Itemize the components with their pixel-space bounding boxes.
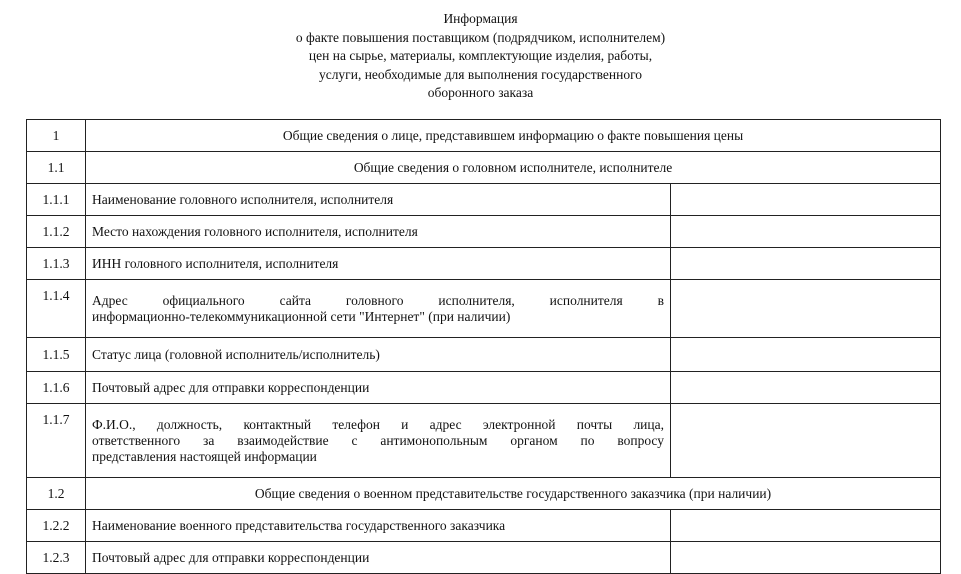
title-line: услуги, необходимые для выполнения государственного <box>318 66 643 82</box>
row-label: Статус лица (головной исполнитель/исполнитель) <box>86 338 671 372</box>
table-row <box>27 216 941 248</box>
row-label: Место нахождения головного исполнителя, исполнителя <box>86 216 671 248</box>
row-label-line: Ф.И.О., должность, контактный телефон и адрес электронной почты лица, <box>92 416 664 432</box>
row-label <box>86 404 671 478</box>
row-number: 1.2 <box>27 478 86 510</box>
row-label-line: Адрес официального сайта головного исполнителя, исполнителя в <box>92 292 664 308</box>
information-form-table <box>26 119 941 574</box>
row-number: 1.1.3 <box>27 248 86 280</box>
title-line: о факте повышения поставщиком (подрядчиком, исполнителем) <box>295 29 666 45</box>
value-cell[interactable] <box>671 510 941 542</box>
row-number: 1.1.1 <box>27 184 86 216</box>
row-label-line: ответственного за взаимодействие с антимонопольным органом по вопросу <box>92 432 664 448</box>
section-heading: Общие сведения о лице, представившем информацию о факте повышения цены <box>86 120 941 152</box>
table-row <box>27 280 941 338</box>
row-number: 1.1.2 <box>27 216 86 248</box>
row-label: ИНН головного исполнителя, исполнителя <box>86 248 671 280</box>
row-number: 1.1 <box>27 152 86 184</box>
row-number: 1 <box>27 120 86 152</box>
title-line: оборонного заказа <box>427 85 534 100</box>
row-number: 1.1.6 <box>27 372 86 404</box>
section-heading: Общие сведения о военном представительстве государственного заказчика (при наличии) <box>86 478 941 510</box>
value-cell[interactable] <box>671 184 941 216</box>
row-number: 1.2.2 <box>27 510 86 542</box>
value-cell[interactable] <box>671 404 941 478</box>
table-row <box>27 184 941 216</box>
title-line: цен на сырье, материалы, комплектующие изделия, работы, <box>308 48 653 63</box>
table-row <box>27 510 941 542</box>
value-cell[interactable] <box>671 216 941 248</box>
table-row <box>27 248 941 280</box>
table-row <box>27 338 941 372</box>
table-row <box>27 478 941 510</box>
row-label: Почтовый адрес для отправки корреспонденции <box>86 542 671 574</box>
table-row <box>27 120 941 152</box>
value-cell[interactable] <box>671 338 941 372</box>
table-row <box>27 404 941 478</box>
value-cell[interactable] <box>671 248 941 280</box>
value-cell[interactable] <box>671 542 941 574</box>
row-number: 1.1.7 <box>27 404 86 478</box>
row-number: 1.2.3 <box>27 542 86 574</box>
document-title <box>0 10 961 103</box>
row-number: 1.1.5 <box>27 338 86 372</box>
table-row <box>27 372 941 404</box>
table-row <box>27 152 941 184</box>
row-label-line: информационно-телекоммуникационной сети "Интернет" (при наличии) <box>92 308 511 324</box>
row-label: Почтовый адрес для отправки корреспонденции <box>86 372 671 404</box>
value-cell[interactable] <box>671 372 941 404</box>
row-label: Наименование военного представительства государственного заказчика <box>86 510 671 542</box>
section-heading: Общие сведения о головном исполнителе, исполнителе <box>86 152 941 184</box>
row-label <box>86 280 671 338</box>
row-label-line: представления настоящей информации <box>92 448 317 464</box>
value-cell[interactable] <box>671 280 941 338</box>
row-number: 1.1.4 <box>27 280 86 338</box>
title-line: Информация <box>443 11 518 26</box>
row-label: Наименование головного исполнителя, исполнителя <box>86 184 671 216</box>
table-row <box>27 542 941 574</box>
